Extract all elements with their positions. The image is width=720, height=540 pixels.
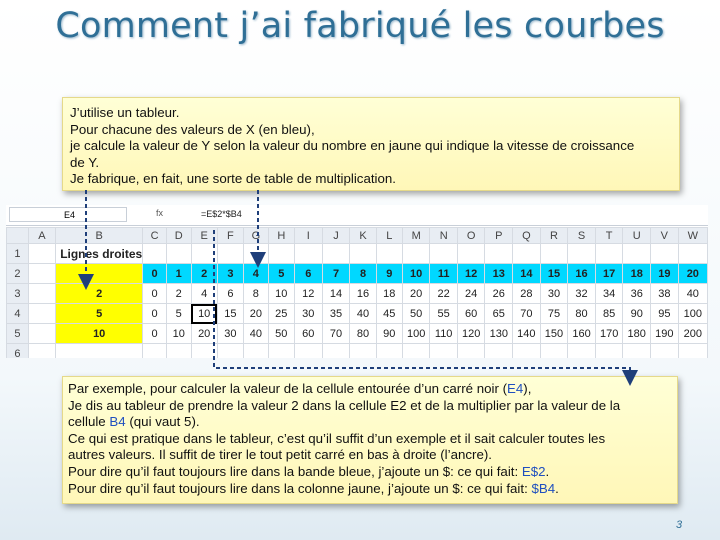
- value-cell[interactable]: 10: [268, 284, 294, 304]
- cell[interactable]: [376, 344, 402, 359]
- cell-a1[interactable]: [28, 244, 55, 264]
- value-cell[interactable]: 26: [485, 284, 513, 304]
- value-cell[interactable]: 150: [540, 324, 568, 344]
- cell[interactable]: [623, 244, 651, 264]
- cell[interactable]: [28, 324, 55, 344]
- cell[interactable]: [402, 344, 430, 359]
- value-cell[interactable]: 80: [350, 324, 376, 344]
- row-header[interactable]: 4: [7, 304, 29, 324]
- row-header[interactable]: 2: [7, 264, 29, 284]
- x-value-cell[interactable]: 6: [294, 264, 322, 284]
- x-value-cell[interactable]: 4: [244, 264, 269, 284]
- column-header-row: [7, 228, 708, 244]
- value-cell[interactable]: 4: [191, 284, 217, 304]
- spreadsheet-screenshot: [6, 205, 708, 358]
- x-value-cell[interactable]: 11: [430, 264, 457, 284]
- note-example: [62, 376, 678, 504]
- value-cell[interactable]: 190: [651, 324, 679, 344]
- value-cell[interactable]: 16: [350, 284, 376, 304]
- cell[interactable]: [191, 244, 217, 264]
- cell[interactable]: [430, 244, 457, 264]
- x-value-cell[interactable]: 19: [651, 264, 679, 284]
- x-value-cell[interactable]: 20: [678, 264, 707, 284]
- column-header-d[interactable]: D: [166, 228, 191, 244]
- factor-cell[interactable]: 10: [56, 324, 143, 344]
- note-intro-line: je calcule la valeur de Y selon la valeur du nombre en jaune qui indique la vitesse de croissance: [70, 138, 635, 154]
- note-intro-line: J’utilise un tableur.: [70, 105, 180, 120]
- cell[interactable]: [430, 344, 457, 359]
- table-row: [7, 344, 708, 359]
- cell[interactable]: [143, 344, 167, 359]
- cell[interactable]: [244, 244, 269, 264]
- row-header[interactable]: 1: [7, 244, 29, 264]
- value-cell[interactable]: 90: [376, 324, 402, 344]
- value-cell[interactable]: 60: [294, 324, 322, 344]
- value-cell[interactable]: 130: [485, 324, 513, 344]
- value-cell[interactable]: 5: [166, 304, 191, 324]
- value-cell[interactable]: 28: [513, 284, 541, 304]
- column-header-s[interactable]: S: [568, 228, 596, 244]
- text: ),: [523, 381, 532, 396]
- cell[interactable]: [595, 344, 623, 359]
- cell-ref: $B4: [531, 480, 556, 496]
- cell[interactable]: [294, 244, 322, 264]
- value-cell[interactable]: 35: [322, 304, 350, 324]
- note-example-line: [68, 414, 667, 431]
- value-cell[interactable]: 80: [568, 304, 596, 324]
- column-header-q[interactable]: Q: [513, 228, 541, 244]
- value-cell[interactable]: 75: [540, 304, 568, 324]
- value-cell[interactable]: 32: [568, 284, 596, 304]
- cell[interactable]: [217, 344, 243, 359]
- table-row: [7, 324, 708, 344]
- cell[interactable]: [294, 344, 322, 359]
- value-cell[interactable]: 30: [294, 304, 322, 324]
- value-cell[interactable]: 38: [651, 284, 679, 304]
- value-cell[interactable]: 12: [294, 284, 322, 304]
- value-cell[interactable]: 34: [595, 284, 623, 304]
- cell[interactable]: [166, 344, 191, 359]
- text: .: [545, 463, 550, 479]
- column-header-o[interactable]: O: [457, 228, 485, 244]
- factor-cell[interactable]: [56, 264, 143, 284]
- column-header-h[interactable]: H: [268, 228, 294, 244]
- note-intro-line: de Y.: [70, 154, 100, 170]
- x-value-cell[interactable]: 14: [513, 264, 541, 284]
- column-header-l[interactable]: L: [376, 228, 402, 244]
- cell[interactable]: [28, 284, 55, 304]
- selected-cell-e4[interactable]: 10: [191, 304, 217, 324]
- value-cell[interactable]: 40: [678, 284, 707, 304]
- cell[interactable]: [217, 244, 243, 264]
- value-cell[interactable]: 24: [457, 284, 485, 304]
- column-header-p[interactable]: P: [485, 228, 513, 244]
- cell[interactable]: [350, 244, 376, 264]
- page-number: 3: [676, 519, 683, 531]
- value-cell[interactable]: 170: [595, 324, 623, 344]
- value-cell[interactable]: 0: [143, 304, 167, 324]
- column-header-u[interactable]: U: [623, 228, 651, 244]
- cell-ref: B4: [109, 414, 126, 430]
- cell[interactable]: [268, 344, 294, 359]
- fx-icon[interactable]: fx: [156, 208, 164, 218]
- value-cell[interactable]: 100: [402, 324, 430, 344]
- factor-cell[interactable]: 2: [56, 284, 143, 304]
- cell[interactable]: [678, 344, 707, 359]
- row-header[interactable]: 6: [7, 344, 29, 359]
- table-row: [7, 244, 708, 264]
- note-intro-line: Pour chacune des valeurs de X (en bleu),: [70, 121, 315, 137]
- value-cell[interactable]: 70: [513, 304, 541, 324]
- x-value-cell[interactable]: 8: [350, 264, 376, 284]
- value-cell[interactable]: 18: [376, 284, 402, 304]
- row-header[interactable]: 5: [7, 324, 29, 344]
- note-intro-line: Je fabrique, en fait, une sorte de table de multiplication.: [70, 171, 396, 187]
- cell[interactable]: [457, 344, 485, 359]
- value-cell[interactable]: 120: [457, 324, 485, 344]
- value-cell[interactable]: 100: [678, 304, 707, 324]
- x-value-cell[interactable]: 15: [540, 264, 568, 284]
- x-value-cell[interactable]: 7: [322, 264, 350, 284]
- value-cell[interactable]: 6: [217, 284, 243, 304]
- value-cell[interactable]: 14: [322, 284, 350, 304]
- column-header-w[interactable]: W: [678, 228, 707, 244]
- column-header-n[interactable]: N: [430, 228, 457, 244]
- value-cell[interactable]: 55: [430, 304, 457, 324]
- column-header-e[interactable]: E: [191, 228, 217, 244]
- value-cell[interactable]: 30: [540, 284, 568, 304]
- value-cell[interactable]: 85: [595, 304, 623, 324]
- value-cell[interactable]: 60: [457, 304, 485, 324]
- value-cell[interactable]: 90: [623, 304, 651, 324]
- column-header-g[interactable]: G: [244, 228, 269, 244]
- text: Par exemple, pour calculer la valeur de la cellule entourée d’un carré noir (: [68, 381, 508, 396]
- x-value-cell[interactable]: 16: [568, 264, 596, 284]
- value-cell[interactable]: 20: [244, 304, 269, 324]
- value-cell[interactable]: 10: [166, 324, 191, 344]
- cell[interactable]: [28, 344, 55, 359]
- cell[interactable]: [166, 244, 191, 264]
- column-header-f[interactable]: F: [217, 228, 243, 244]
- select-all-corner[interactable]: [7, 228, 29, 244]
- cell[interactable]: [623, 344, 651, 359]
- cell[interactable]: [513, 344, 541, 359]
- value-cell[interactable]: 30: [217, 324, 243, 344]
- cell[interactable]: [595, 244, 623, 264]
- name-box-value: E4: [64, 210, 76, 220]
- cell[interactable]: [28, 304, 55, 324]
- value-cell[interactable]: 36: [623, 284, 651, 304]
- value-cell[interactable]: 15: [217, 304, 243, 324]
- cell[interactable]: [322, 344, 350, 359]
- note-example-line: [68, 481, 667, 498]
- x-value-cell[interactable]: 0: [143, 264, 167, 284]
- cell[interactable]: [540, 244, 568, 264]
- value-cell[interactable]: 180: [623, 324, 651, 344]
- cell-ref: E4: [507, 381, 524, 396]
- value-cell[interactable]: 200: [678, 324, 707, 344]
- text: cellule: [68, 414, 110, 430]
- cell[interactable]: [376, 244, 402, 264]
- text: Pour dire qu’il faut toujours lire dans la bande bleue, j’ajoute un $: ce qui fait:: [68, 463, 522, 479]
- text: Pour dire qu’il faut toujours lire dans la colonne jaune, j’ajoute un $: ce qui fait:: [68, 480, 532, 496]
- cell-ref: E$2: [521, 463, 546, 479]
- cell[interactable]: [678, 244, 707, 264]
- cell[interactable]: [485, 244, 513, 264]
- x-value-cell[interactable]: 2: [191, 264, 217, 284]
- column-header-m[interactable]: M: [402, 228, 430, 244]
- x-value-cell[interactable]: 18: [623, 264, 651, 284]
- column-header-i[interactable]: I: [294, 228, 322, 244]
- value-cell[interactable]: 22: [430, 284, 457, 304]
- x-value-cell[interactable]: 3: [217, 264, 243, 284]
- cell[interactable]: [28, 264, 55, 284]
- cell-b1-label[interactable]: Lignes droites: [56, 244, 143, 264]
- x-value-cell[interactable]: 12: [457, 264, 485, 284]
- table-row: [7, 304, 708, 324]
- cell[interactable]: [143, 244, 167, 264]
- value-cell[interactable]: 70: [322, 324, 350, 344]
- cell[interactable]: [268, 244, 294, 264]
- cell[interactable]: [244, 344, 269, 359]
- x-value-cell[interactable]: 5: [268, 264, 294, 284]
- cell[interactable]: [457, 244, 485, 264]
- cell[interactable]: [191, 344, 217, 359]
- value-cell[interactable]: 65: [485, 304, 513, 324]
- column-header-a[interactable]: A: [28, 228, 55, 244]
- cell[interactable]: [402, 244, 430, 264]
- value-cell[interactable]: 50: [268, 324, 294, 344]
- value-cell[interactable]: 20: [191, 324, 217, 344]
- formula-bar: [6, 205, 708, 226]
- slide-title: Comment j’ai fabriqué les courbes: [55, 6, 665, 46]
- factor-cell[interactable]: 5: [56, 304, 143, 324]
- column-header-r[interactable]: R: [540, 228, 568, 244]
- value-cell[interactable]: 160: [568, 324, 596, 344]
- text: .: [555, 480, 559, 496]
- table-row: [7, 264, 708, 284]
- column-header-t[interactable]: T: [595, 228, 623, 244]
- column-header-j[interactable]: J: [322, 228, 350, 244]
- column-header-b[interactable]: B: [56, 228, 143, 244]
- value-cell[interactable]: 140: [513, 324, 541, 344]
- cell[interactable]: [651, 344, 679, 359]
- value-cell[interactable]: 110: [430, 324, 457, 344]
- note-intro: [62, 97, 680, 191]
- value-cell[interactable]: 25: [268, 304, 294, 324]
- cell[interactable]: [513, 244, 541, 264]
- cell[interactable]: [350, 344, 376, 359]
- value-cell[interactable]: 40: [244, 324, 269, 344]
- cell[interactable]: [485, 344, 513, 359]
- column-header-c[interactable]: C: [143, 228, 167, 244]
- column-header-k[interactable]: K: [350, 228, 376, 244]
- x-value-cell[interactable]: 10: [402, 264, 430, 284]
- value-cell[interactable]: 45: [376, 304, 402, 324]
- x-value-cell[interactable]: 17: [595, 264, 623, 284]
- row-header[interactable]: 3: [7, 284, 29, 304]
- value-cell[interactable]: 0: [143, 284, 167, 304]
- cell[interactable]: [568, 344, 596, 359]
- column-header-v[interactable]: V: [651, 228, 679, 244]
- value-cell[interactable]: 2: [166, 284, 191, 304]
- name-box[interactable]: [9, 207, 127, 222]
- cell[interactable]: [540, 344, 568, 359]
- cell[interactable]: [651, 244, 679, 264]
- value-cell[interactable]: 40: [350, 304, 376, 324]
- note-example-line: [68, 381, 667, 398]
- value-cell[interactable]: 8: [244, 284, 269, 304]
- cell-grid[interactable]: [6, 227, 708, 358]
- text: (qui vaut 5).: [125, 414, 200, 430]
- cell[interactable]: [322, 244, 350, 264]
- value-cell[interactable]: 50: [402, 304, 430, 324]
- value-cell[interactable]: 95: [651, 304, 679, 324]
- formula-text[interactable]: =E$2*$B4: [201, 209, 242, 219]
- note-example-line: autres valeurs. Il suffit de tirer le tout petit carré en bas à droite (l’ancre).: [68, 447, 492, 463]
- note-example-line: Ce qui est pratique dans le tableur, c’est qu’il suffit d’un exemple et il sait calculer toutes les: [68, 430, 606, 446]
- cell[interactable]: [56, 344, 143, 359]
- value-cell[interactable]: 20: [402, 284, 430, 304]
- x-value-cell[interactable]: 1: [166, 264, 191, 284]
- table-row: [7, 284, 708, 304]
- note-example-line: Je dis au tableur de prendre la valeur 2 dans la cellule E2 et de la multiplier par la valeur de la: [68, 397, 621, 413]
- note-example-line: [68, 464, 667, 481]
- cell[interactable]: [568, 244, 596, 264]
- x-value-cell[interactable]: 9: [376, 264, 402, 284]
- x-value-cell[interactable]: 13: [485, 264, 513, 284]
- value-cell[interactable]: 0: [143, 324, 167, 344]
